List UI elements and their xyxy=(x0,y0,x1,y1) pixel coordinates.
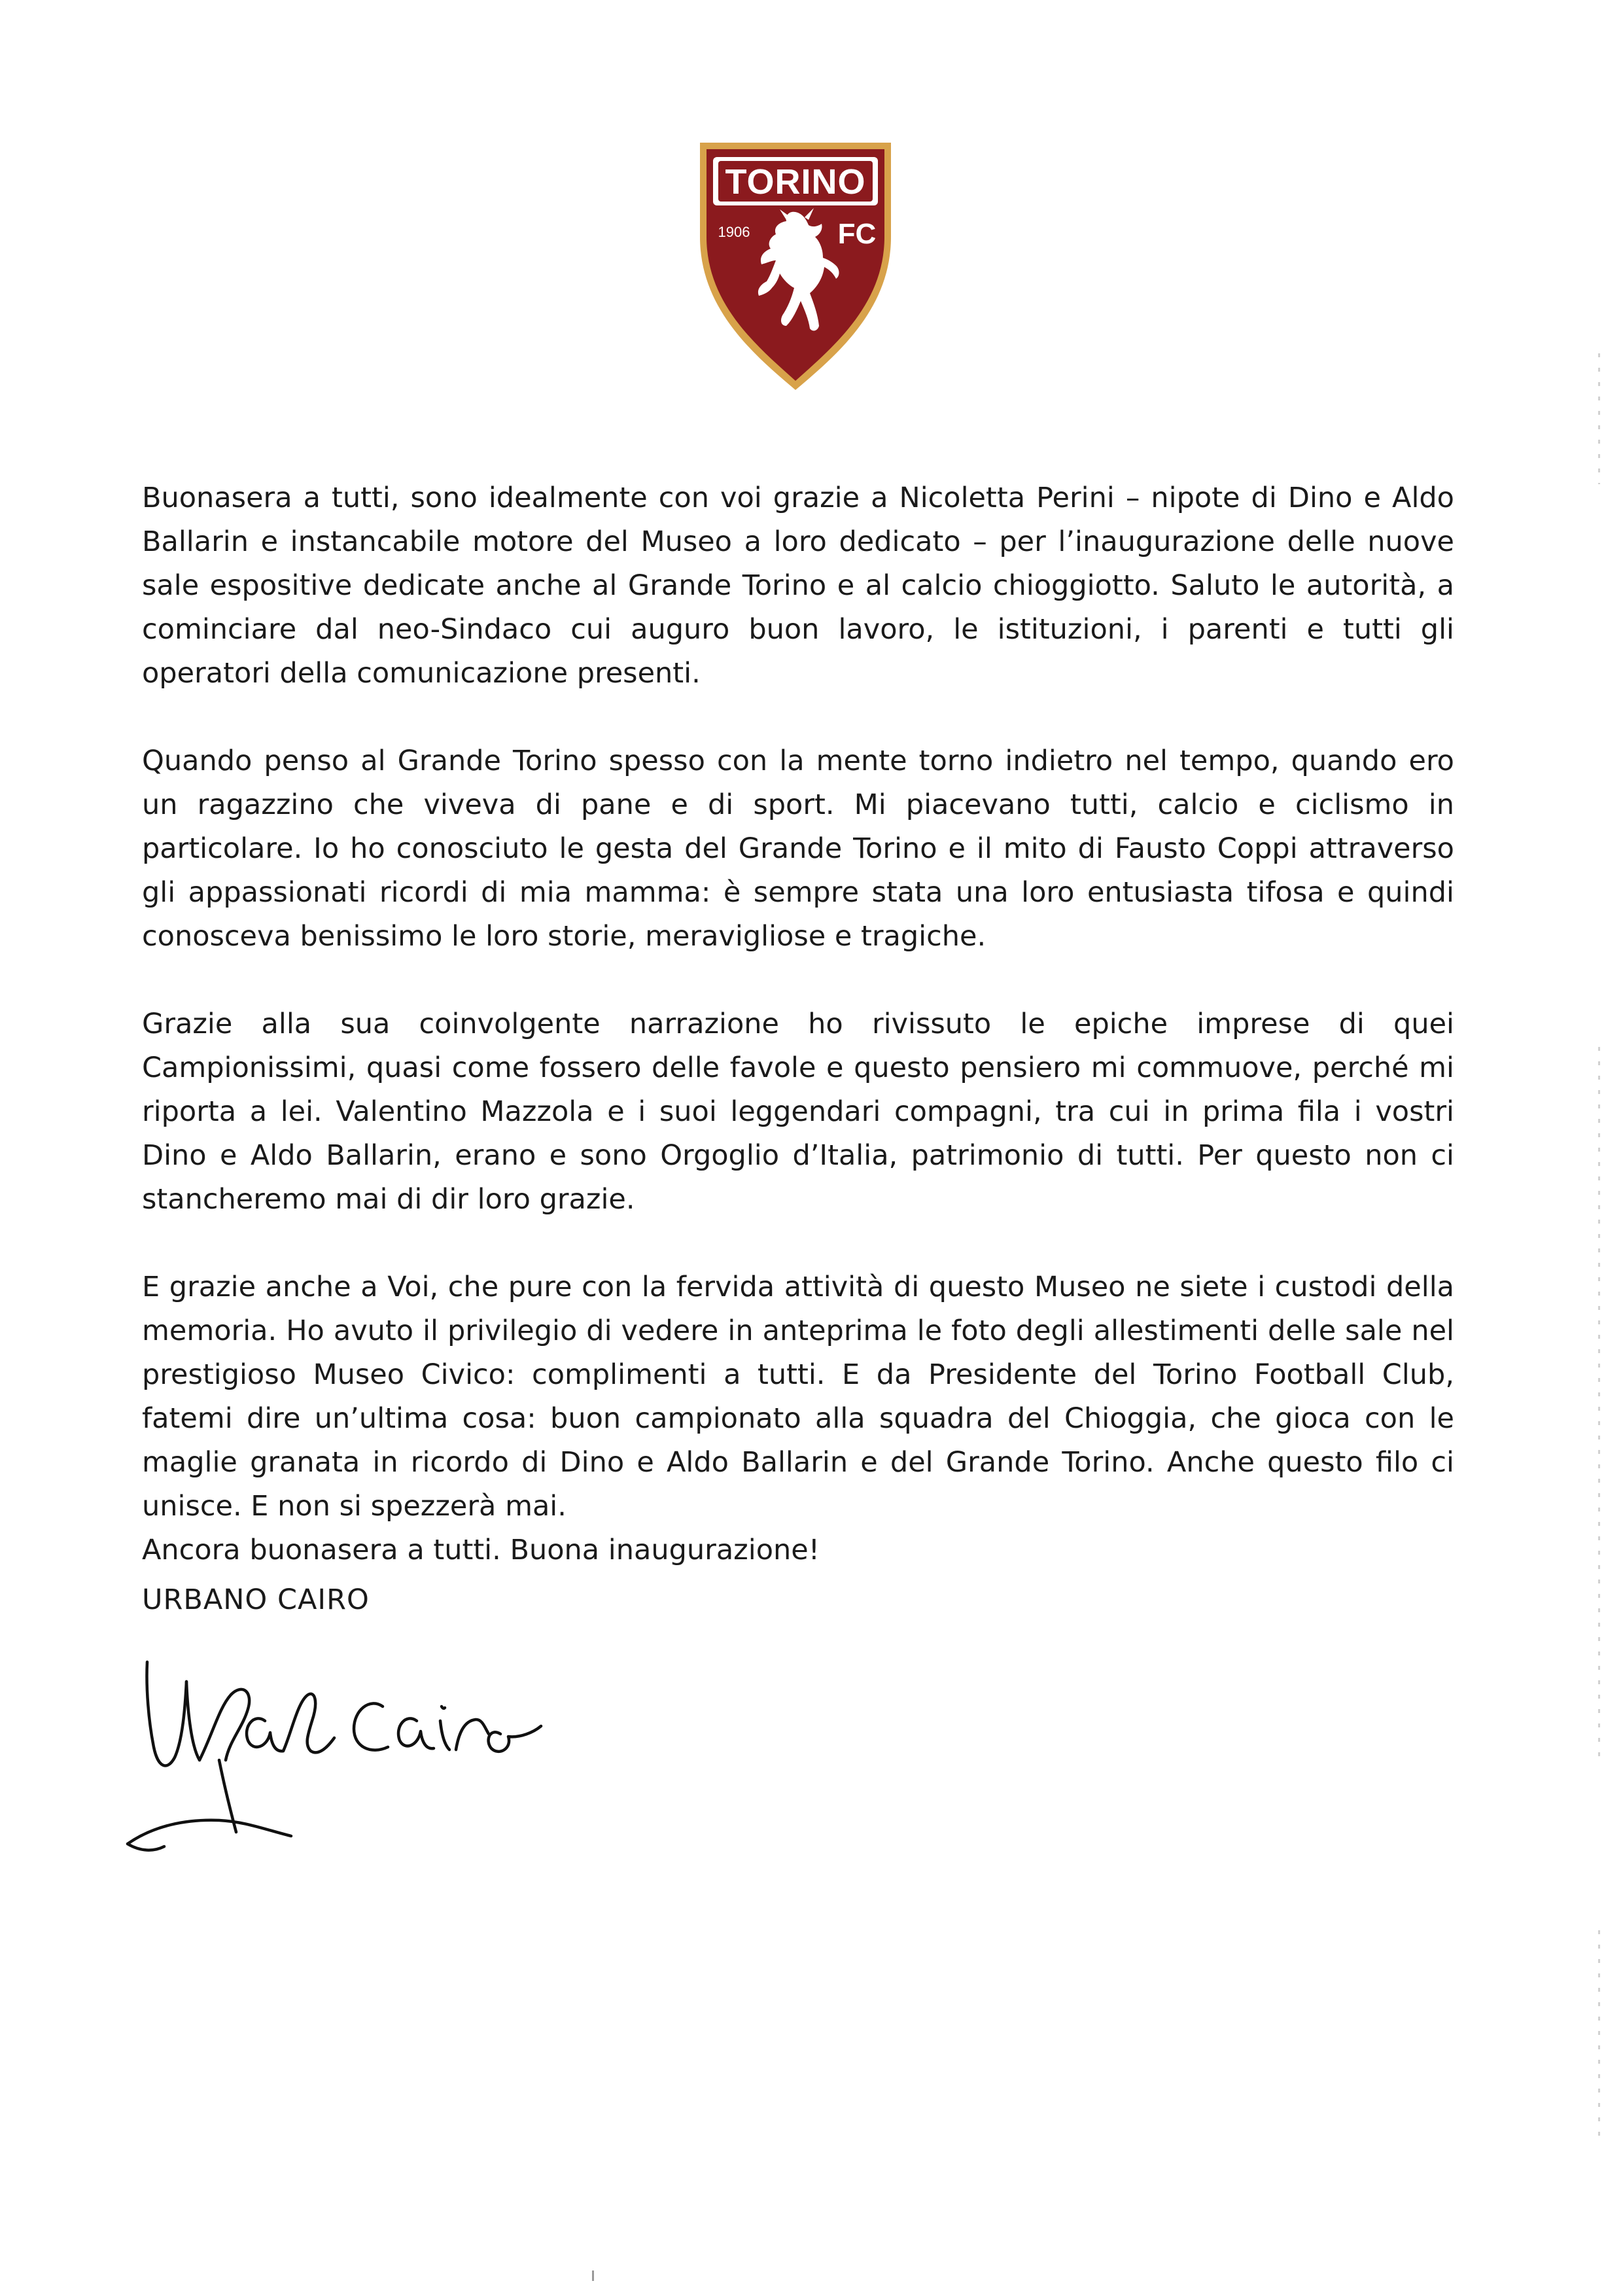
letter-paragraph-3: Grazie alla sua coinvolgente narrazione ho rivissuto le epiche imprese di quei Campionissimi, quasi come fossero delle favole e questo pensiero mi commuove, perché mi riporta a lei. Valentino Mazzola e i suoi leggendari compagni, tra cui in prima fila i vostri Dino e Aldo Ballarin, erano e sono Orgoglio d’Italia, patrimonio di tutti. Per questo non ci stancheremo mai di dir loro grazie. xyxy=(142,1008,1454,1216)
letter-body xyxy=(142,476,1454,1572)
letter-paragraph-1: Buonasera a tutti, sono idealmente con voi grazie a Nicoletta Perini – nipote di Dino e Aldo Ballarin e instancabile motore del Museo a loro dedicato – per l’inaugurazione delle nuove sale espositive dedicate anche al Grande Torino e al calcio chioggiotto. Saluto le autorità, a cominciare dal neo-Sindaco cui auguro buon lavoro, le istituzioni, i parenti e tutti gli operatori della comunicazione presenti. xyxy=(142,482,1454,690)
center-fold-mark xyxy=(592,2270,594,2281)
club-name: TORINO xyxy=(725,162,866,202)
scan-mark-top xyxy=(1598,353,1600,484)
letter-paragraph-2: Quando penso al Grande Torino spesso con la mente torno indietro nel tempo, quando ero un ragazzino che viveva di pane e di sport. Mi piacevano tutti, calcio e ciclismo in particolare. Io ho conosciuto le gesta del Grande Torino e il mito di Fausto Coppi attraverso gli appassionati ricordi di mia mamma: è sempre stata una loro entusiasta tifosa e quindi conosceva benissimo le loro storie, meravigliose e tragiche. xyxy=(142,745,1454,953)
scan-mark-bottom xyxy=(1598,1930,1600,2146)
signatory-name: URBANO CAIRO xyxy=(142,1583,370,1616)
letter-closing: Ancora buonasera a tutti. Buona inaugurazione! xyxy=(142,1534,820,1566)
letter-paragraph-4: E grazie anche a Voi, che pure con la fervida attività di questo Museo ne siete i custodi della memoria. Ho avuto il privilegio di vedere in anteprima le foto degli allestimenti delle sale nel prestigioso Museo Civico: complimenti a tutti. E da Presidente del Torino Football Club, fatemi dire un’ultima cosa: buon campionato alla squadra del Chioggia, che gioca con le maglie granata in ricordo di Dino e Aldo Ballarin e del Grande Torino. Anche questo filo ci unisce. E non si spezzerà mai. xyxy=(142,1271,1454,1523)
club-initials: FC xyxy=(837,218,877,250)
founding-year: 1906 xyxy=(718,224,750,240)
torino-fc-logo xyxy=(693,139,898,394)
scan-mark-middle xyxy=(1598,1047,1600,1767)
handwritten-signature xyxy=(114,1636,677,1871)
